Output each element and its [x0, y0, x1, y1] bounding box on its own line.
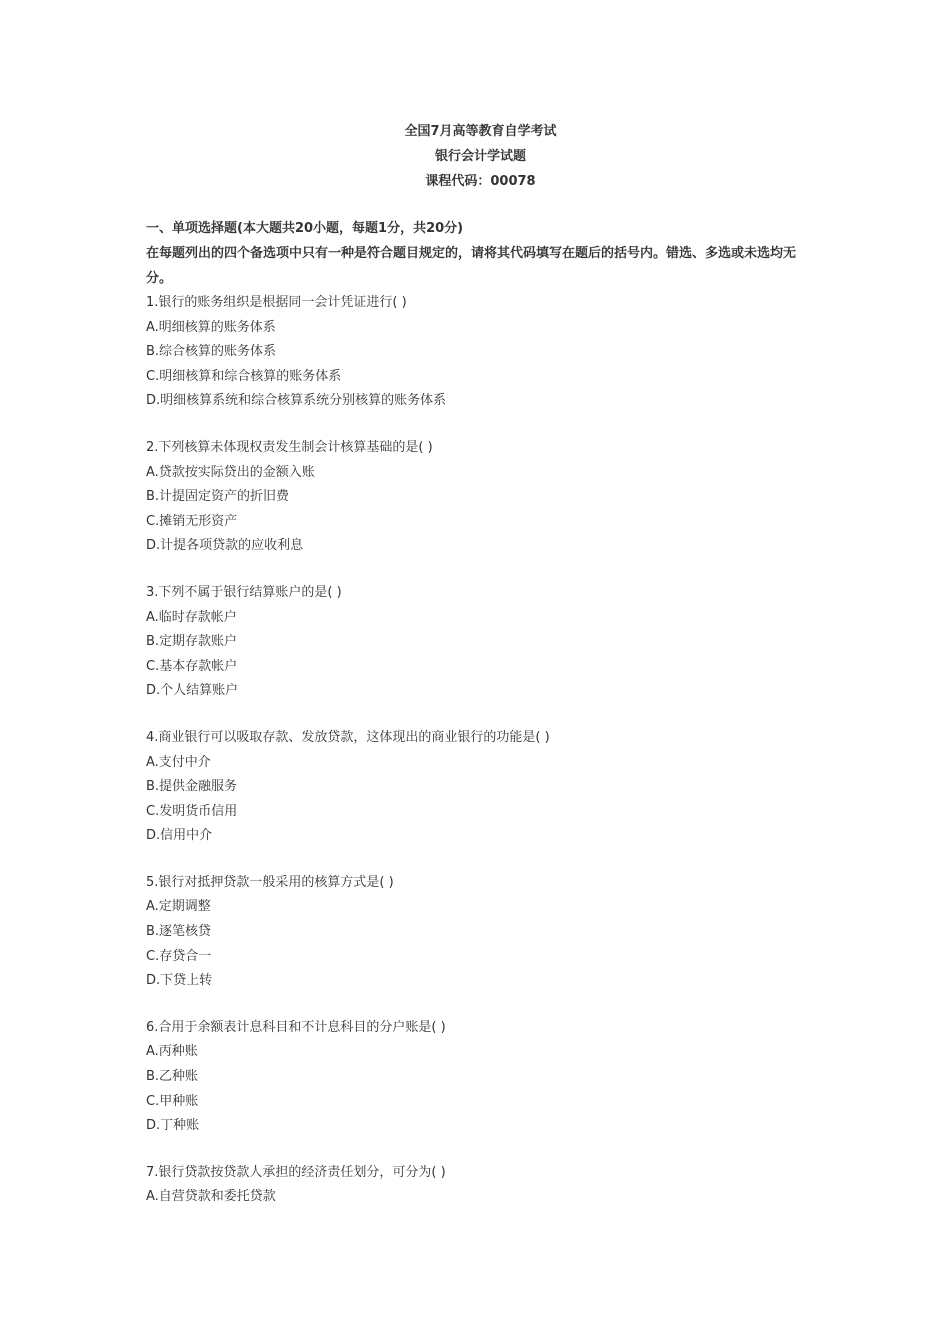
subject-title: 银行会计学试题: [434, 149, 526, 164]
question-stem: 5.银行对抵押贷款一般采用的核算方式是( ): [146, 874, 394, 890]
option-b: B.乙种账: [146, 1069, 199, 1085]
exam-title: 全国7月高等教育自学考试: [404, 124, 557, 139]
course-code: 课程代码：00078: [425, 174, 536, 189]
question-4: [146, 726, 816, 849]
option-d: D.丁种账: [146, 1118, 200, 1134]
option-b: B.计提固定资产的折旧费: [146, 489, 290, 505]
option-d: D.计提各项贷款的应收利息: [146, 538, 304, 554]
document-header: [145, 119, 816, 194]
question-2: [146, 436, 816, 559]
question-stem: 4.商业银行可以吸取存款、发放贷款，这体现出的商业银行的功能是( ): [146, 729, 550, 745]
option-b: B.定期存款账户: [146, 634, 238, 650]
option-c: C.摊销无形资产: [146, 513, 238, 529]
question-3: [146, 581, 816, 704]
option-c: C.发明货币信用: [146, 803, 238, 819]
section-instruction: 在每题列出的四个备选项中只有一种是符合题目规定的，请将其代码填写在题后的括号内。错选、多选或未选均无分。: [146, 246, 797, 286]
option-c: C.甲种账: [146, 1093, 199, 1109]
question-stem: 1.银行的账务组织是根据同一会计凭证进行( ): [146, 295, 407, 310]
option-b: B.逐笔核贷: [146, 924, 212, 940]
question-6: [146, 1016, 816, 1139]
section-single-choice: [146, 216, 816, 1210]
option-a: A.定期调整: [146, 899, 211, 915]
question-stem: 2.下列核算未体现权责发生制会计核算基础的是( ): [146, 439, 433, 455]
option-a: A.支付中介: [146, 754, 211, 770]
option-c: C.存贷合一: [146, 948, 212, 964]
option-c: C.明细核算和综合核算的账务体系: [146, 368, 342, 384]
option-a: A.自营贷款和委托贷款: [146, 1189, 276, 1205]
option-d: D.个人结算账户: [146, 683, 239, 699]
question-stem: 3.下列不属于银行结算账户的是( ): [146, 584, 342, 600]
option-b: B.提供金融服务: [146, 779, 238, 795]
question-5: [146, 871, 816, 994]
option-d: D.信用中介: [146, 828, 213, 844]
question-stem: 6.合用于余额表计息科目和不计息科目的分户账是( ): [146, 1019, 446, 1035]
option-a: A.丙种账: [146, 1044, 198, 1060]
document-page: [146, 119, 816, 1210]
option-a: A.临时存款帐户: [146, 609, 237, 625]
option-d: D.下贷上转: [146, 973, 213, 989]
option-b: B.综合核算的账务体系: [146, 344, 277, 360]
option-a: A.明细核算的账务体系: [146, 319, 276, 335]
question-7: [146, 1161, 816, 1210]
option-c: C.基本存款帐户: [146, 658, 238, 674]
section-title: 一、单项选择题(本大题共20小题，每题1分，共20分): [146, 221, 464, 236]
option-a: A.贷款按实际贷出的金额入账: [146, 464, 315, 480]
question-1: [146, 291, 816, 414]
question-stem: 7.银行贷款按贷款人承担的经济责任划分，可分为( ): [146, 1164, 446, 1180]
option-d: D.明细核算系统和综合核算系统分别核算的账务体系: [146, 393, 447, 409]
